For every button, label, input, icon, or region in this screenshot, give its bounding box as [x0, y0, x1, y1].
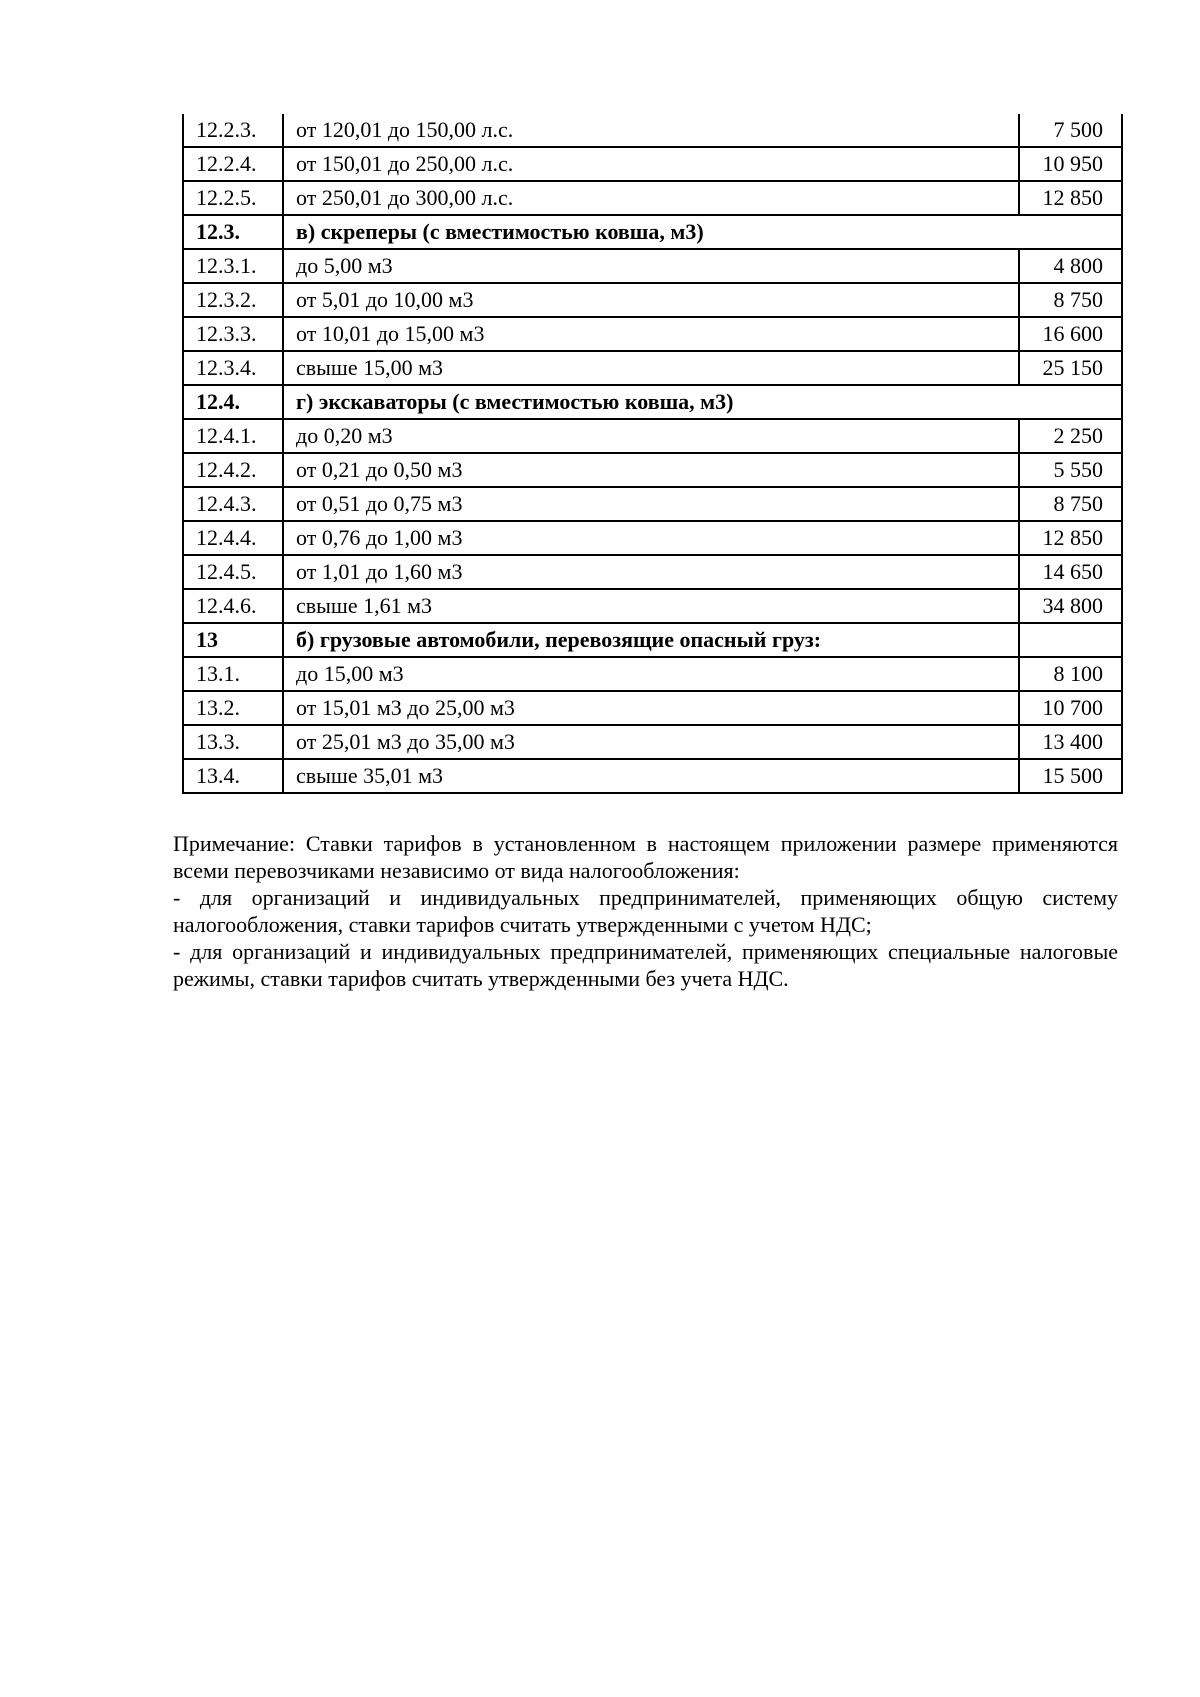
- row-description: от 150,01 до 250,00 л.с.: [283, 147, 1019, 181]
- row-rate: 34 800: [1019, 589, 1122, 623]
- row-rate: 15 500: [1019, 759, 1122, 793]
- row-description: от 250,01 до 300,00 л.с.: [283, 181, 1019, 215]
- row-rate: 8 750: [1019, 487, 1122, 521]
- row-description: от 0,21 до 0,50 м3: [283, 453, 1019, 487]
- table-row: [183, 419, 1122, 453]
- row-rate: 12 850: [1019, 181, 1122, 215]
- row-rate: 13 400: [1019, 725, 1122, 759]
- table-row: [183, 453, 1122, 487]
- row-number: 12.4.6.: [183, 589, 283, 623]
- row-rate: 10 700: [1019, 691, 1122, 725]
- table-row: [183, 555, 1122, 589]
- row-rate: 8 750: [1019, 283, 1122, 317]
- row-rate: 16 600: [1019, 317, 1122, 351]
- table-row: [183, 691, 1122, 725]
- row-number: 13.4.: [183, 759, 283, 793]
- table-row: [183, 283, 1122, 317]
- row-description: свыше 15,00 м3: [283, 351, 1019, 385]
- row-number: 12.2.4.: [183, 147, 283, 181]
- row-number: 12.2.5.: [183, 181, 283, 215]
- table-row: [183, 521, 1122, 555]
- row-description: в) скреперы (с вместимостью ковша, м3): [283, 215, 1122, 249]
- table-row: [183, 181, 1122, 215]
- row-rate: 10 950: [1019, 147, 1122, 181]
- row-rate: [1019, 623, 1122, 657]
- row-number: 12.4.1.: [183, 419, 283, 453]
- row-description: свыше 35,01 м3: [283, 759, 1019, 793]
- row-rate: 4 800: [1019, 249, 1122, 283]
- table-row: [183, 589, 1122, 623]
- section-row: [183, 215, 1122, 249]
- row-number: 13.2.: [183, 691, 283, 725]
- row-number: 12.3.2.: [183, 283, 283, 317]
- note-paragraph: - для организаций и индивидуальных предпринимателей, применяющих специальные налоговые режимы, ставки тарифов считать утвержденными без учета НДС.: [173, 939, 1118, 991]
- note-block: [173, 830, 1118, 992]
- row-number: 13.1.: [183, 657, 283, 691]
- section-row: [183, 623, 1122, 657]
- table-row: [183, 317, 1122, 351]
- row-description: свыше 1,61 м3: [283, 589, 1019, 623]
- row-number: 12.3.1.: [183, 249, 283, 283]
- row-description: от 5,01 до 10,00 м3: [283, 283, 1019, 317]
- row-description: до 0,20 м3: [283, 419, 1019, 453]
- table-row: [183, 351, 1122, 385]
- row-number: 12.4.4.: [183, 521, 283, 555]
- table-row: [183, 759, 1122, 793]
- row-description: от 0,51 до 0,75 м3: [283, 487, 1019, 521]
- row-description: б) грузовые автомобили, перевозящие опасный груз:: [283, 623, 1019, 657]
- row-number: 12.4.2.: [183, 453, 283, 487]
- row-rate: 2 250: [1019, 419, 1122, 453]
- row-description: от 0,76 до 1,00 м3: [283, 521, 1019, 555]
- row-number: 12.3.4.: [183, 351, 283, 385]
- row-number: 12.3.3.: [183, 317, 283, 351]
- row-number: 12.4.: [183, 385, 283, 419]
- row-description: от 25,01 м3 до 35,00 м3: [283, 725, 1019, 759]
- tariff-table: [182, 114, 1123, 794]
- row-description: до 15,00 м3: [283, 657, 1019, 691]
- table-row: [183, 657, 1122, 691]
- table-row: [183, 147, 1122, 181]
- row-description: до 5,00 м3: [283, 249, 1019, 283]
- table-row: [183, 249, 1122, 283]
- table-row: [183, 725, 1122, 759]
- row-description: от 15,01 м3 до 25,00 м3: [283, 691, 1019, 725]
- row-number: 12.2.3.: [183, 114, 283, 147]
- section-row: [183, 385, 1122, 419]
- tariff-table-body: [183, 114, 1122, 793]
- row-rate: 25 150: [1019, 351, 1122, 385]
- row-rate: 7 500: [1019, 114, 1122, 147]
- note-paragraph: - для организаций и индивидуальных предпринимателей, применяющих общую систему налогообложения, ставки тарифов считать утвержденными с учетом НДС;: [173, 885, 1118, 937]
- row-number: 13: [183, 623, 283, 657]
- row-rate: 8 100: [1019, 657, 1122, 691]
- row-description: г) экскаваторы (с вместимостью ковша, м3): [283, 385, 1122, 419]
- row-description: от 120,01 до 150,00 л.с.: [283, 114, 1019, 147]
- table-row: [183, 114, 1122, 147]
- row-rate: 14 650: [1019, 555, 1122, 589]
- row-rate: 5 550: [1019, 453, 1122, 487]
- row-number: 12.4.5.: [183, 555, 283, 589]
- row-number: 12.3.: [183, 215, 283, 249]
- row-number: 12.4.3.: [183, 487, 283, 521]
- note-paragraph: Примечание: Ставки тарифов в установленном в настоящем приложении размере применяются всеми перевозчиками независимо от вида налогообложения:: [173, 831, 1118, 883]
- row-description: от 1,01 до 1,60 м3: [283, 555, 1019, 589]
- row-description: от 10,01 до 15,00 м3: [283, 317, 1019, 351]
- row-number: 13.3.: [183, 725, 283, 759]
- row-rate: 12 850: [1019, 521, 1122, 555]
- table-row: [183, 487, 1122, 521]
